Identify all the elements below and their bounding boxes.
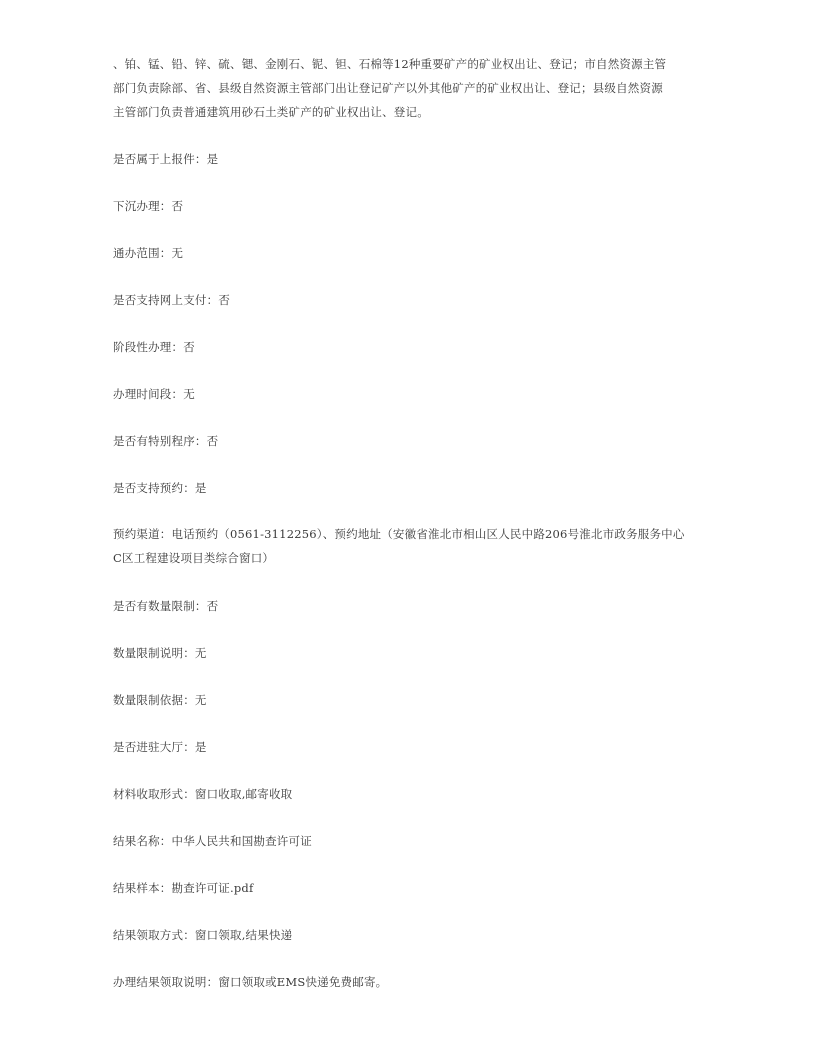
field-value: 否	[206, 599, 219, 613]
field-label: 办理时间段：	[113, 387, 184, 401]
field-label: 下沉办理：	[113, 199, 172, 213]
field-value: 否	[218, 293, 231, 307]
field-label: 是否有数量限制：	[113, 599, 207, 613]
field-sink-handling	[113, 196, 183, 216]
field-label: 是否进驻大厅：	[113, 740, 195, 754]
field-special-procedure	[113, 431, 218, 451]
field-label: 是否属于上报件：	[113, 152, 207, 166]
field-value: 否	[183, 340, 195, 354]
field-quantity-limit-basis	[113, 690, 207, 710]
field-value: 否	[171, 199, 184, 213]
field-label: 是否支持网上支付：	[113, 293, 219, 307]
field-quantity-limit	[113, 596, 218, 616]
field-reservation	[113, 478, 207, 498]
field-label: 数量限制说明：	[113, 646, 195, 660]
field-value: 是	[194, 481, 207, 495]
field-result-method	[113, 925, 292, 945]
field-value: 窗口领取或EMS快递免费邮寄。	[218, 975, 388, 989]
field-online-payment	[113, 290, 230, 310]
intro-paragraph	[113, 52, 693, 124]
field-value: 是	[194, 740, 207, 754]
field-quantity-limit-desc	[113, 643, 207, 663]
reservation-channel-line: C区工程建设项目类综合窗口）	[113, 551, 275, 565]
field-label: 材料收取形式：	[113, 787, 195, 801]
field-result-desc	[113, 972, 387, 992]
field-label: 结果名称：	[113, 834, 172, 848]
field-value: 无	[171, 246, 184, 260]
field-handling-period	[113, 384, 195, 404]
field-value: 否	[206, 434, 219, 448]
field-value: 无	[183, 387, 195, 401]
field-label: 是否支持预约：	[113, 481, 195, 495]
intro-line: 部门负责除部、省、县级自然资源主管部门出让登记矿产以外其他矿产的矿业权出让、登记；县级自然资源	[113, 81, 663, 95]
field-report-up	[113, 149, 218, 169]
field-label: 数量限制依据：	[113, 693, 195, 707]
intro-line: 、铂、锰、铅、锌、硫、锶、金刚石、铌、钽、石棉等12种重要矿产的矿业权出让、登记；市自然资源主管	[113, 57, 667, 71]
field-value: 窗口领取,结果快递	[194, 928, 293, 942]
field-value: 无	[194, 646, 207, 660]
field-label: 是否有特别程序：	[113, 434, 207, 448]
field-value: 是	[206, 152, 219, 166]
field-phased-handling	[113, 337, 195, 357]
field-in-hall	[113, 737, 207, 757]
field-general-scope	[113, 243, 183, 263]
field-label: 结果领取方式：	[113, 928, 195, 942]
field-label: 办理结果领取说明：	[113, 975, 219, 989]
field-result-name	[113, 831, 312, 851]
field-material-form	[113, 784, 292, 804]
reservation-channel-line: 预约渠道：电话预约（0561-3112256）、预约地址（安徽省淮北市相山区人民中路206号淮北市政务服务中心	[113, 527, 685, 541]
field-result-sample	[113, 878, 253, 898]
result-sample-file[interactable]: 勘查许可证.pdf	[171, 881, 254, 895]
field-value: 无	[194, 693, 207, 707]
field-value: 窗口收取,邮寄收取	[194, 787, 293, 801]
intro-line: 主管部门负责普通建筑用砂石土类矿产的矿业权出让、登记。	[113, 105, 429, 119]
field-value: 中华人民共和国勘查许可证	[171, 834, 312, 848]
field-label: 通办范围：	[113, 246, 172, 260]
field-label: 阶段性办理：	[113, 340, 184, 354]
field-label: 结果样本：	[113, 881, 172, 895]
field-reservation-channel	[113, 522, 685, 570]
